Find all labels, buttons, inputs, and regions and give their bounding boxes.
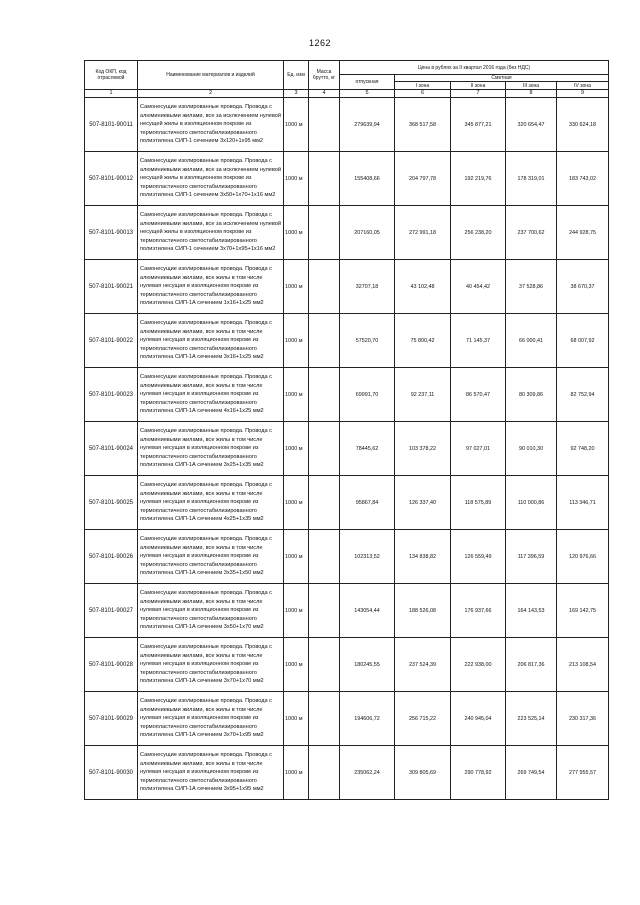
table-row [85, 530, 609, 584]
table-row [85, 692, 609, 746]
item-code: 507-8101-90024 [85, 422, 138, 476]
item-code: 507-8101-90028 [85, 638, 138, 692]
price-release: 78445,62 [340, 422, 395, 476]
item-unit: 1000 м [284, 692, 309, 746]
price-zone-4: 92 748,20 [557, 422, 609, 476]
price-release: 32707,18 [340, 260, 395, 314]
table-row [85, 746, 609, 800]
price-zone-1: 134 838,82 [395, 530, 451, 584]
item-name: Самонесущие изолированные провода. Провода с алюминиевыми жилами, все за исключением нулевой несущей жилы в изоляционном покрове из термопластичного светостабилизированного полиэтилена СИП-1 сечением 3х50+1х70+1х16 мм2 [138, 152, 284, 206]
price-release: 155408,66 [340, 152, 395, 206]
table-row [85, 368, 609, 422]
item-name: Самонесущие изолированные провода. Провода с алюминиевыми жилами, все жилы в том числе нулевая несущая в изоляционном покрове из термопластичного светостабилизированного полиэтилена СИП-1А сечением 3х25+1х35 мм2 [138, 422, 284, 476]
item-mass [309, 530, 340, 584]
column-number: 8 [506, 90, 557, 98]
table-row [85, 584, 609, 638]
item-name: Самонесущие изолированные провода. Провода с алюминиевыми жилами, все жилы в том числе нулевая несущая в изоляционном покрове из термопластичного светостабилизированного полиэтилена СИП-1А сечением 3х16+1х25 мм2 [138, 314, 284, 368]
table-row [85, 422, 609, 476]
item-name: Самонесущие изолированные провода. Провода с алюминиевыми жилами, все жилы в том числе нулевая несущая в изоляционном покрове из термопластичного светостабилизированного полиэтилена СИП-1А сечением 3х70+1х70 мм2 [138, 638, 284, 692]
item-unit: 1000 м [284, 638, 309, 692]
item-unit: 1000 м [284, 152, 309, 206]
item-mass [309, 206, 340, 260]
price-zone-1: 188 526,08 [395, 584, 451, 638]
price-zone-3: 269 749,54 [506, 746, 557, 800]
item-unit: 1000 м [284, 260, 309, 314]
item-name: Самонесущие изолированные провода. Провода с алюминиевыми жилами, все жилы в том числе нулевая несущая в изоляционном покрове из термопластичного светостабилизированного полиэтилена СИП-1А сечением 3х70+1х95 мм2 [138, 692, 284, 746]
header-unit: Ед. изм [284, 61, 309, 90]
price-zone-1: 43 102,48 [395, 260, 451, 314]
price-zone-2: 256 238,20 [451, 206, 506, 260]
price-release: 279639,94 [340, 98, 395, 152]
price-release: 102313,52 [340, 530, 395, 584]
item-code: 507-8101-90022 [85, 314, 138, 368]
price-zone-3: 237 700,62 [506, 206, 557, 260]
price-zone-2: 192 219,76 [451, 152, 506, 206]
item-unit: 1000 м [284, 206, 309, 260]
item-code: 507-8101-90021 [85, 260, 138, 314]
item-mass [309, 98, 340, 152]
item-mass [309, 638, 340, 692]
price-zone-3: 178 319,01 [506, 152, 557, 206]
header-zone-1: I зона [395, 82, 451, 90]
price-zone-4: 183 743,02 [557, 152, 609, 206]
price-zone-4: 120 976,66 [557, 530, 609, 584]
price-release: 95867,84 [340, 476, 395, 530]
price-zone-3: 164 143,53 [506, 584, 557, 638]
price-zone-4: 230 317,36 [557, 692, 609, 746]
item-unit: 1000 м [284, 746, 309, 800]
price-zone-1: 92 237,11 [395, 368, 451, 422]
table-row [85, 638, 609, 692]
item-code: 507-8101-90029 [85, 692, 138, 746]
header-price-group: Цена в рублях за II квартал 2016 года (без НДС) [340, 61, 609, 75]
price-table [84, 60, 609, 800]
column-number: 7 [451, 90, 506, 98]
column-number: 1 [85, 90, 138, 98]
price-zone-2: 118 575,89 [451, 476, 506, 530]
price-zone-4: 244 928,75 [557, 206, 609, 260]
table-header [85, 61, 609, 98]
item-unit: 1000 м [284, 98, 309, 152]
table-row [85, 260, 609, 314]
item-name: Самонесущие изолированные провода. Провода с алюминиевыми жилами, все жилы в том числе нулевая несущая в изоляционном покрове из термопластичного светостабилизированного полиэтилена СИП-1А сечением 3х35+1х50 мм2 [138, 530, 284, 584]
header-code: Код ОКП, код отраслевой [85, 61, 138, 90]
price-zone-4: 82 752,94 [557, 368, 609, 422]
column-number: 6 [395, 90, 451, 98]
price-zone-2: 290 778,92 [451, 746, 506, 800]
item-mass [309, 260, 340, 314]
item-mass [309, 368, 340, 422]
header-zone-3: III зона [506, 82, 557, 90]
item-mass [309, 314, 340, 368]
item-unit: 1000 м [284, 314, 309, 368]
column-number: 4 [309, 90, 340, 98]
item-name: Самонесущие изолированные провода. Провода с алюминиевыми жилами, все за исключением нулевой несущей жилы в изоляционном покрове из термопластичного светостабилизированного полиэтилена СИП-1 сечением 3х70+1х95+1х16 мм2 [138, 206, 284, 260]
price-zone-3: 66 000,41 [506, 314, 557, 368]
item-code: 507-8101-90025 [85, 476, 138, 530]
item-mass [309, 152, 340, 206]
price-zone-4: 113 346,71 [557, 476, 609, 530]
price-zone-4: 330 624,18 [557, 98, 609, 152]
price-zone-2: 40 454,42 [451, 260, 506, 314]
item-mass [309, 746, 340, 800]
item-code: 507-8101-90012 [85, 152, 138, 206]
item-code: 507-8101-90030 [85, 746, 138, 800]
item-unit: 1000 м [284, 584, 309, 638]
price-release: 207160,05 [340, 206, 395, 260]
item-name: Самонесущие изолированные провода. Провода с алюминиевыми жилами, все за исключением нулевой несущей жилы в изоляционном покрове из термопластичного светостабилизированного полиэтилена СИП-1 сечением 3х120+1х95 мм2 [138, 98, 284, 152]
price-release: 57520,70 [340, 314, 395, 368]
price-zone-4: 277 955,57 [557, 746, 609, 800]
price-zone-2: 345 877,21 [451, 98, 506, 152]
price-zone-1: 204 797,78 [395, 152, 451, 206]
price-zone-4: 68 007,92 [557, 314, 609, 368]
header-zone-4: IV зона [557, 82, 609, 90]
table-row [85, 476, 609, 530]
price-zone-2: 71 145,37 [451, 314, 506, 368]
price-zone-3: 206 817,36 [506, 638, 557, 692]
price-release: 69991,70 [340, 368, 395, 422]
item-code: 507-8101-90023 [85, 368, 138, 422]
price-zone-4: 38 670,37 [557, 260, 609, 314]
price-zone-1: 272 991,18 [395, 206, 451, 260]
item-name: Самонесущие изолированные провода. Провода с алюминиевыми жилами, все жилы в том числе нулевая несущая в изоляционном покрове из термопластичного светостабилизированного полиэтилена СИП-1А сечением 1х16+1х25 мм2 [138, 260, 284, 314]
price-zone-2: 97 027,01 [451, 422, 506, 476]
table-row [85, 152, 609, 206]
price-zone-1: 237 524,39 [395, 638, 451, 692]
item-code: 507-8101-90027 [85, 584, 138, 638]
price-zone-2: 126 559,49 [451, 530, 506, 584]
item-name: Самонесущие изолированные провода. Провода с алюминиевыми жилами, все жилы в том числе нулевая несущая в изоляционном покрове из термопластичного светостабилизированного полиэтилена СИП-1А сечением 4х25+1х35 мм2 [138, 476, 284, 530]
price-zone-1: 368 517,58 [395, 98, 451, 152]
table-row [85, 314, 609, 368]
price-zone-3: 223 525,14 [506, 692, 557, 746]
price-zone-3: 90 010,30 [506, 422, 557, 476]
price-zone-3: 80 309,86 [506, 368, 557, 422]
item-unit: 1000 м [284, 422, 309, 476]
price-zone-2: 222 938,00 [451, 638, 506, 692]
item-code: 507-8101-90026 [85, 530, 138, 584]
price-zone-3: 37 528,86 [506, 260, 557, 314]
item-unit: 1000 м [284, 368, 309, 422]
column-number: 9 [557, 90, 609, 98]
header-mass: Масса брутто, кг [309, 61, 340, 90]
price-zone-4: 169 142,75 [557, 584, 609, 638]
column-number-row [85, 90, 609, 98]
item-mass [309, 422, 340, 476]
price-zone-1: 75 800,42 [395, 314, 451, 368]
item-code: 507-8101-90011 [85, 98, 138, 152]
table-row [85, 206, 609, 260]
price-zone-1: 103 378,22 [395, 422, 451, 476]
price-zone-3: 117 396,59 [506, 530, 557, 584]
table-row [85, 98, 609, 152]
price-zone-2: 176 937,66 [451, 584, 506, 638]
price-zone-3: 110 000,86 [506, 476, 557, 530]
item-mass [309, 692, 340, 746]
column-number: 5 [340, 90, 395, 98]
item-name: Самонесущие изолированные провода. Провода с алюминиевыми жилами, все жилы в том числе нулевая несущая в изоляционном покрове из термопластичного светостабилизированного полиэтилена СИП-1А сечением 3х95+1х95 мм2 [138, 746, 284, 800]
header-release: отпускная [340, 75, 395, 90]
page-number: 1262 [308, 38, 332, 48]
price-release: 194606,72 [340, 692, 395, 746]
column-number: 3 [284, 90, 309, 98]
item-code: 507-8101-90013 [85, 206, 138, 260]
price-zone-1: 309 805,69 [395, 746, 451, 800]
item-unit: 1000 м [284, 530, 309, 584]
price-release: 143054,44 [340, 584, 395, 638]
header-estimate-group: Сметная [395, 75, 609, 82]
price-zone-2: 240 945,04 [451, 692, 506, 746]
item-mass [309, 476, 340, 530]
price-zone-2: 86 570,47 [451, 368, 506, 422]
price-zone-3: 320 654,47 [506, 98, 557, 152]
header-name: Наименование материалов и изделий [138, 61, 284, 90]
item-name: Самонесущие изолированные провода. Провода с алюминиевыми жилами, все жилы в том числе нулевая несущая в изоляционном покрове из термопластичного светостабилизированного полиэтилена СИП-1А сечением 3х50+1х70 мм2 [138, 584, 284, 638]
item-name: Самонесущие изолированные провода. Провода с алюминиевыми жилами, все жилы в том числе нулевая несущая в изоляционном покрове из термопластичного светостабилизированного полиэтилена СИП-1А сечением 4х16+1х25 мм2 [138, 368, 284, 422]
header-zone-2: II зона [451, 82, 506, 90]
price-release: 180245,55 [340, 638, 395, 692]
price-zone-1: 256 715,22 [395, 692, 451, 746]
price-release: 235062,24 [340, 746, 395, 800]
table-body [85, 98, 609, 800]
item-mass [309, 584, 340, 638]
price-zone-4: 213 108,54 [557, 638, 609, 692]
column-number: 2 [138, 90, 284, 98]
price-zone-1: 126 337,40 [395, 476, 451, 530]
item-unit: 1000 м [284, 476, 309, 530]
